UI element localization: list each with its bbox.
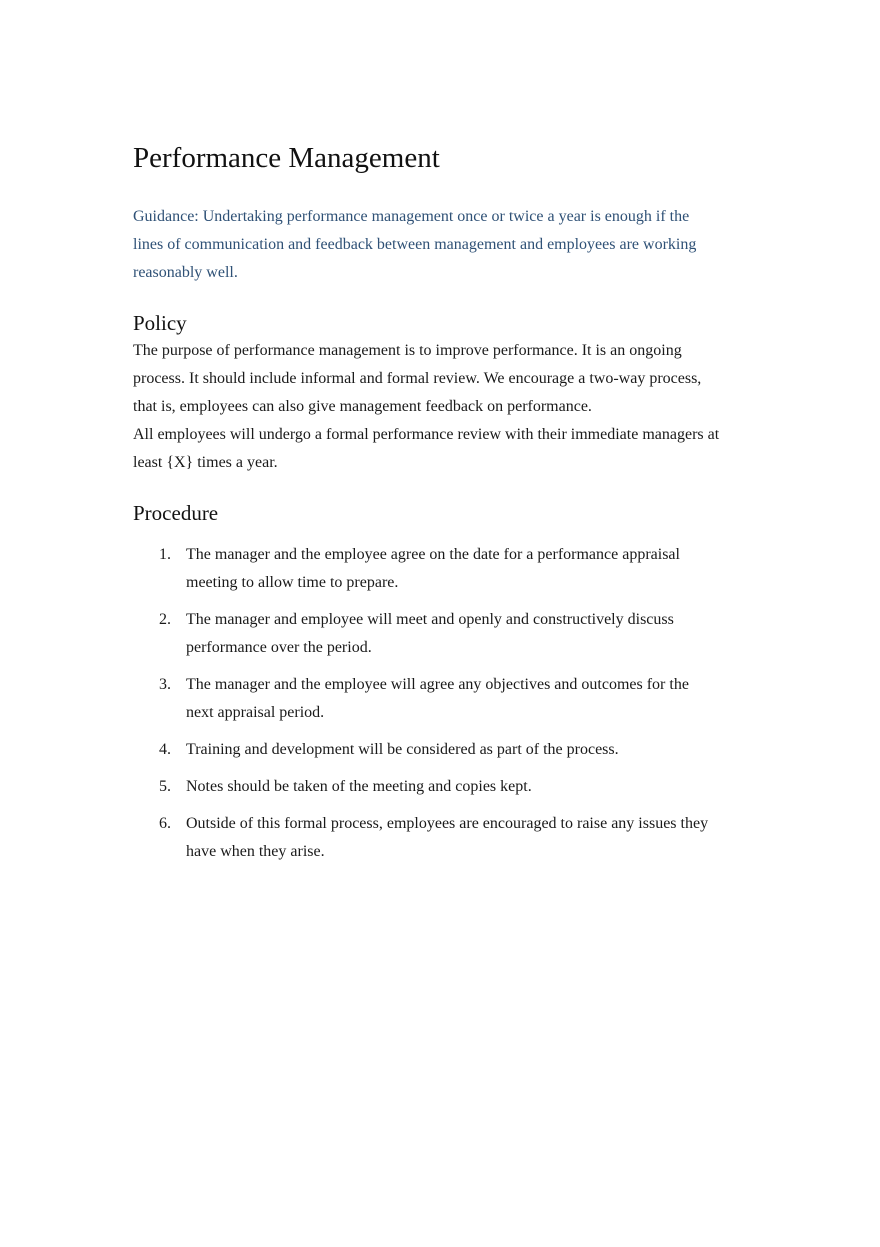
- procedure-step: [133, 606, 720, 662]
- step-number: 3.: [159, 676, 171, 693]
- step-number: 2.: [159, 611, 171, 628]
- step-text: Training and development will be considered as part of the process.: [186, 741, 619, 758]
- step-text: Notes should be taken of the meeting and copies kept.: [186, 778, 532, 795]
- procedure-list: [133, 541, 720, 866]
- step-text: The manager and employee will meet and openly and constructively discuss performance over the period.: [186, 611, 674, 656]
- procedure-step: [133, 810, 720, 866]
- step-text: Outside of this formal process, employees are encouraged to raise any issues they have when they arise.: [186, 815, 709, 860]
- guidance-note: Guidance: Undertaking performance management once or twice a year is enough if the lines of communication and feedback between management and employees are working reasonably well.: [133, 208, 697, 281]
- step-number: 5.: [159, 778, 171, 795]
- procedure-step: [133, 541, 720, 597]
- step-text: The manager and the employee agree on the date for a performance appraisal meeting to allow time to prepare.: [186, 546, 680, 591]
- step-number: 4.: [159, 741, 171, 758]
- policy-paragraph: All employees will undergo a formal performance review with their immediate managers at least {X} times a year.: [133, 426, 720, 471]
- step-text: The manager and the employee will agree any objectives and outcomes for the next appraisal period.: [186, 676, 689, 721]
- step-number: 1.: [159, 546, 171, 563]
- policy-heading: Policy: [133, 311, 187, 335]
- procedure-step: [133, 736, 720, 764]
- page-title: Performance Management: [133, 142, 440, 174]
- procedure-heading: Procedure: [133, 501, 219, 525]
- policy-paragraph: The purpose of performance management is to improve performance. It is an ongoing process. It should include informal and formal review. We encourage a two-way process, that is, employees can also give management feedback on performance.: [133, 342, 702, 415]
- procedure-step: [133, 671, 720, 727]
- step-number: 6.: [159, 815, 171, 832]
- procedure-step: [133, 773, 720, 801]
